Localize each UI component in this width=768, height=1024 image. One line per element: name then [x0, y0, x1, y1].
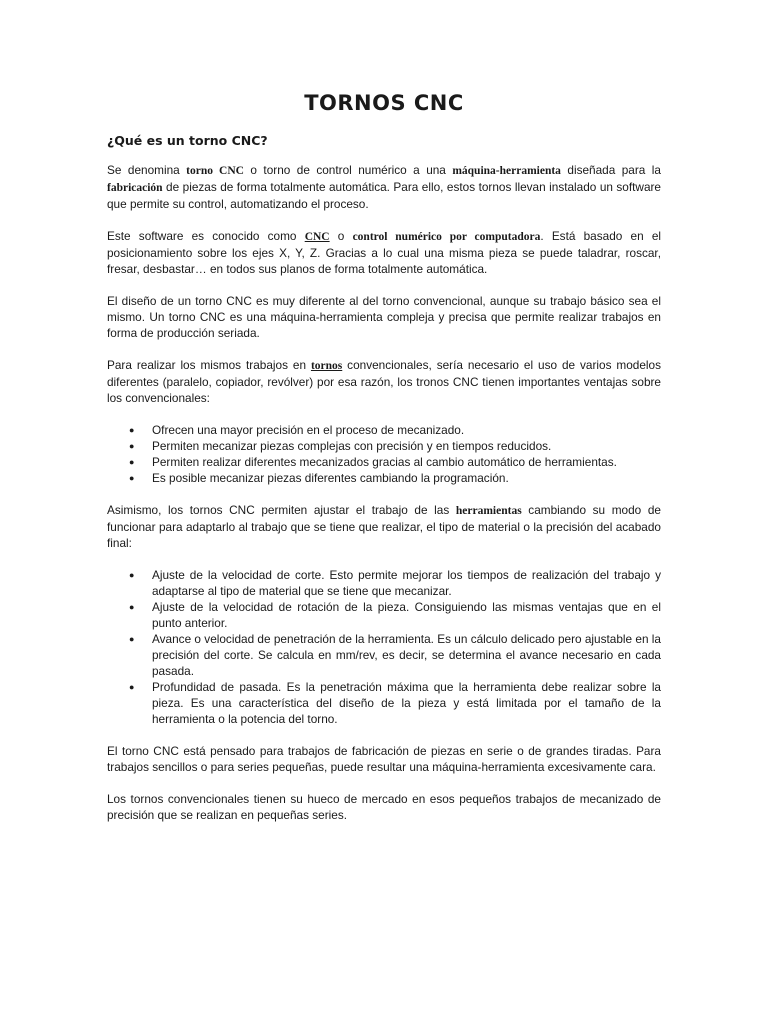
keyword-fabricacion: fabricación: [107, 182, 163, 194]
bullet-icon: ●: [129, 570, 135, 580]
paragraph-adjustments-intro: [107, 502, 661, 551]
text-run: convencionales, sería necesario el uso de varios modelos diferentes (paralelo, copiador, revólver) por esa razón, los tronos CNC tienen importantes ventajas sobre los convencionales:: [107, 358, 661, 405]
paragraph-production: El torno CNC está pensado para trabajos de fabricación de piezas en serie o de grandes tiradas. Para trabajos sencillos o para series pequeñas, puede resultar una máquina-herramienta excesivamente cara.: [107, 744, 661, 774]
bullet-icon: ●: [129, 473, 135, 483]
document-page: [107, 88, 661, 839]
list-item-text: Ofrecen una mayor precisión en el proceso de mecanizado.: [152, 423, 465, 437]
text-run: Se denomina: [107, 163, 187, 177]
keyword-control-numerico: control numérico por computadora: [352, 231, 541, 243]
list-item-text: Ajuste de la velocidad de rotación de la pieza. Consiguiendo las mismas ventajas que en el punto anterior.: [152, 600, 661, 630]
bullet-icon: ●: [129, 634, 135, 644]
list-item: [107, 631, 661, 679]
list-item-text: Avance o velocidad de penetración de la herramienta. Es un cálculo delicado pero ajustable en la precisión del corte. Se calcula en mm/rev, es decir, se determina el avance necesario en cada pasada.: [152, 632, 661, 678]
paragraph-definition: [107, 162, 661, 212]
text-run: . Está basado en el posicionamiento sobre los ejes X, Y, Z. Gracias a lo cual una misma pieza se puede taladrar, roscar, fresar, desbastar… en todos sus planos de forma totalmente automática.: [107, 229, 662, 276]
keyword-herramientas: herramientas: [455, 505, 522, 517]
bullet-icon: ●: [129, 441, 135, 451]
link-tornos[interactable]: tornos: [310, 360, 343, 372]
advantages-list: [107, 422, 661, 486]
text-run: Para realizar los mismos trabajos en: [107, 358, 311, 372]
text-run: o torno de control numérico a una: [243, 163, 453, 177]
bullet-icon: ●: [129, 682, 135, 692]
text-run: diseñada para la: [560, 163, 661, 177]
text-run: o: [329, 229, 353, 243]
list-item: [107, 422, 661, 438]
keyword-maquina-herramienta: máquina-herramienta: [452, 165, 561, 177]
list-item: [107, 567, 661, 599]
bullet-icon: ●: [129, 602, 135, 612]
list-item-text: Permiten mecanizar piezas complejas con precisión y en tiempos reducidos.: [152, 439, 552, 453]
paragraph-design: El diseño de un torno CNC es muy diferente al del torno convencional, aunque su trabajo básico sea el mismo. Un torno CNC es una máquina-herramienta compleja y precisa que permite realizar trabajos en forma de producción seriada.: [107, 294, 661, 340]
adjustments-list: [107, 567, 661, 727]
paragraph-advantages-intro: [107, 357, 661, 406]
list-item: [107, 454, 661, 470]
keyword-torno-cnc: torno CNC: [186, 165, 244, 177]
text-run: Asimismo, los tornos CNC permiten ajustar el trabajo de las: [107, 503, 456, 517]
paragraph-software: [107, 228, 661, 277]
list-item-text: Es posible mecanizar piezas diferentes cambiando la programación.: [152, 471, 509, 485]
document-title: TORNOS CNC: [304, 91, 464, 115]
text-run: cambiando su modo de funcionar para adaptarlo al trabajo que se tiene que realizar, el tipo de material o la precisión del acabado final:: [107, 503, 661, 550]
text-run: Este software es conocido como: [107, 229, 305, 243]
text-run: de piezas de forma totalmente automática. Para ello, estos tornos llevan instalado un software que permite su control, automatizando el proceso.: [107, 180, 661, 211]
section-heading: ¿Qué es un torno CNC?: [107, 133, 268, 148]
paragraph-conventional: Los tornos convencionales tienen su hueco de mercado en esos pequeños trabajos de mecanizado de precisión que se realizan en pequeñas series.: [107, 792, 661, 822]
list-item: [107, 438, 661, 454]
bullet-icon: ●: [129, 457, 135, 467]
list-item-text: Profundidad de pasada. Es la penetración máxima que la herramienta debe realizar sobre la pieza. Es una característica del diseño de la pieza y está limitada por el tamaño de la herramienta o la potencia del torno.: [152, 680, 661, 726]
link-cnc[interactable]: CNC: [304, 231, 330, 243]
list-item: [107, 599, 661, 631]
list-item: [107, 470, 661, 486]
list-item-text: Permiten realizar diferentes mecanizados gracias al cambio automático de herramientas.: [152, 455, 617, 469]
list-item: [107, 679, 661, 727]
list-item-text: Ajuste de la velocidad de corte. Esto permite mejorar los tiempos de realización del trabajo y adaptarse al tipo de material que se tiene que mecanizar.: [152, 568, 661, 598]
bullet-icon: ●: [129, 425, 135, 435]
